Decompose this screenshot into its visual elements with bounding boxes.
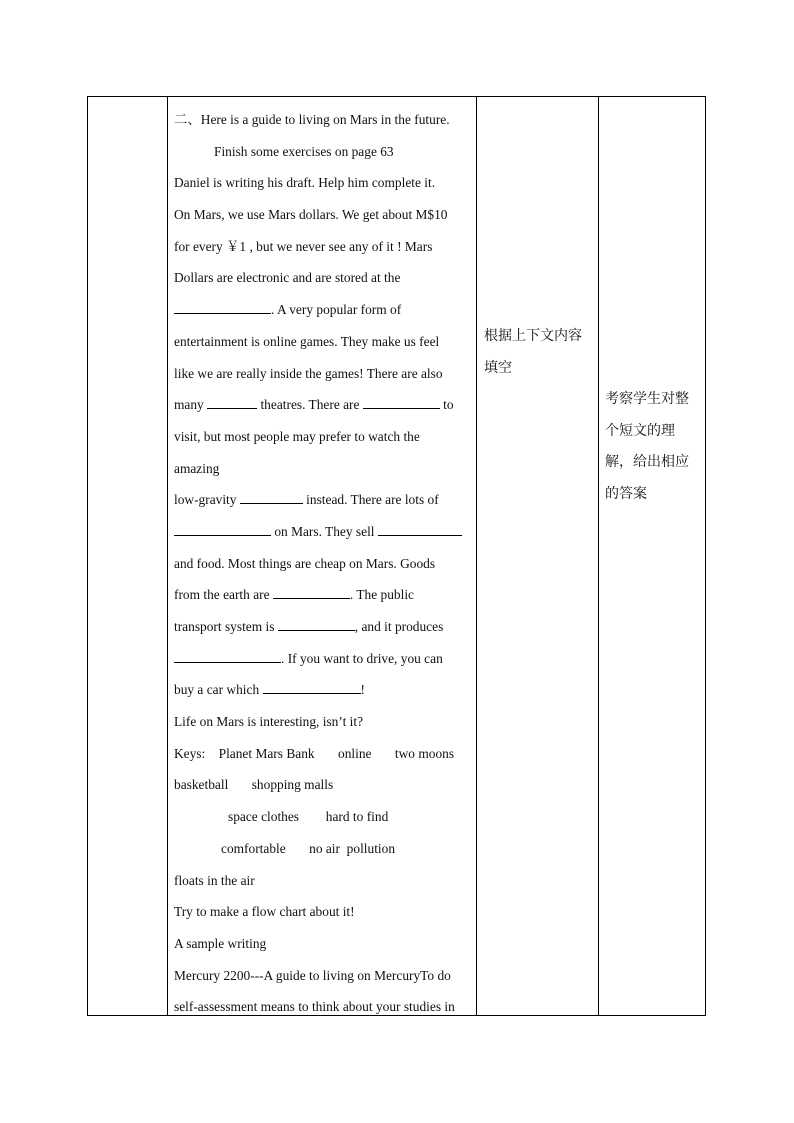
content-column: [174, 104, 474, 1023]
fill-blank: [174, 521, 271, 536]
keys-line: Keys: Planet Mars Bank online two moons: [174, 745, 455, 761]
fill-blank: [240, 489, 303, 504]
text-line: from the earth are . The public: [174, 579, 474, 611]
design-purpose-cell: 考察学生对整个短文的理解，给出相应的答案: [605, 391, 689, 503]
text-line: on Mars. They sell: [174, 516, 474, 548]
text-line: entertainment is online games. They make us feel: [174, 333, 440, 349]
text-line: transport system is , and it produces: [174, 611, 474, 643]
fill-blank: [278, 616, 355, 631]
text-line: . If you want to drive, you can: [174, 643, 474, 675]
text-line: A sample writing: [174, 935, 267, 951]
text-line: buy a car which !: [174, 674, 474, 706]
exercise-heading: 二、Here is a guide to living on Mars in the future.: [174, 112, 450, 127]
text-line: Mercury 2200---A guide to living on MercuryTo do: [174, 967, 451, 983]
keys-line: floats in the air: [174, 872, 255, 888]
fill-blank: [174, 299, 271, 314]
column-divider-2: [476, 97, 477, 1015]
fill-blank: [263, 679, 361, 694]
teaching-method-cell: 根据上下文内容填空: [484, 328, 582, 376]
keys-line: comfortable no air pollution: [221, 840, 396, 856]
text-line: like we are really inside the games! There are also: [174, 365, 443, 381]
text-line: many theatres. There are to: [174, 389, 474, 421]
text-line: Dollars are electronic and are stored at the: [174, 270, 401, 286]
fill-blank: [174, 648, 281, 663]
text-line: and food. Most things are cheap on Mars. Goods: [174, 555, 436, 571]
fill-blank: [207, 394, 257, 409]
text-line: On Mars, we use Mars dollars. We get about M$10: [174, 207, 448, 223]
column-divider-3: [598, 97, 599, 1015]
text-line: low-gravity instead. There are lots of: [174, 484, 474, 516]
text-line: self-assessment means to think about your studies in: [174, 999, 455, 1015]
keys-line: basketball shopping malls: [174, 777, 334, 793]
column-divider-1: [167, 97, 168, 1015]
lesson-table: [87, 96, 706, 1016]
text-line: Daniel is writing his draft. Help him complete it.: [174, 175, 436, 191]
fill-blank: [363, 394, 440, 409]
text-line: amazing: [174, 460, 220, 476]
keys-line: space clothes hard to find: [228, 809, 389, 825]
text-line: . A very popular form of: [174, 294, 474, 326]
text-line: for every ￥1 , but we never see any of it ! Mars: [174, 238, 433, 254]
text-line: visit, but most people may prefer to watch the: [174, 428, 420, 444]
text-line: Try to make a flow chart about it!: [174, 904, 355, 920]
fill-blank: [378, 521, 462, 536]
fill-blank: [273, 584, 350, 599]
exercise-instruction: Finish some exercises on page 63: [214, 143, 394, 159]
text-line: Life on Mars is interesting, isn’t it?: [174, 714, 364, 730]
